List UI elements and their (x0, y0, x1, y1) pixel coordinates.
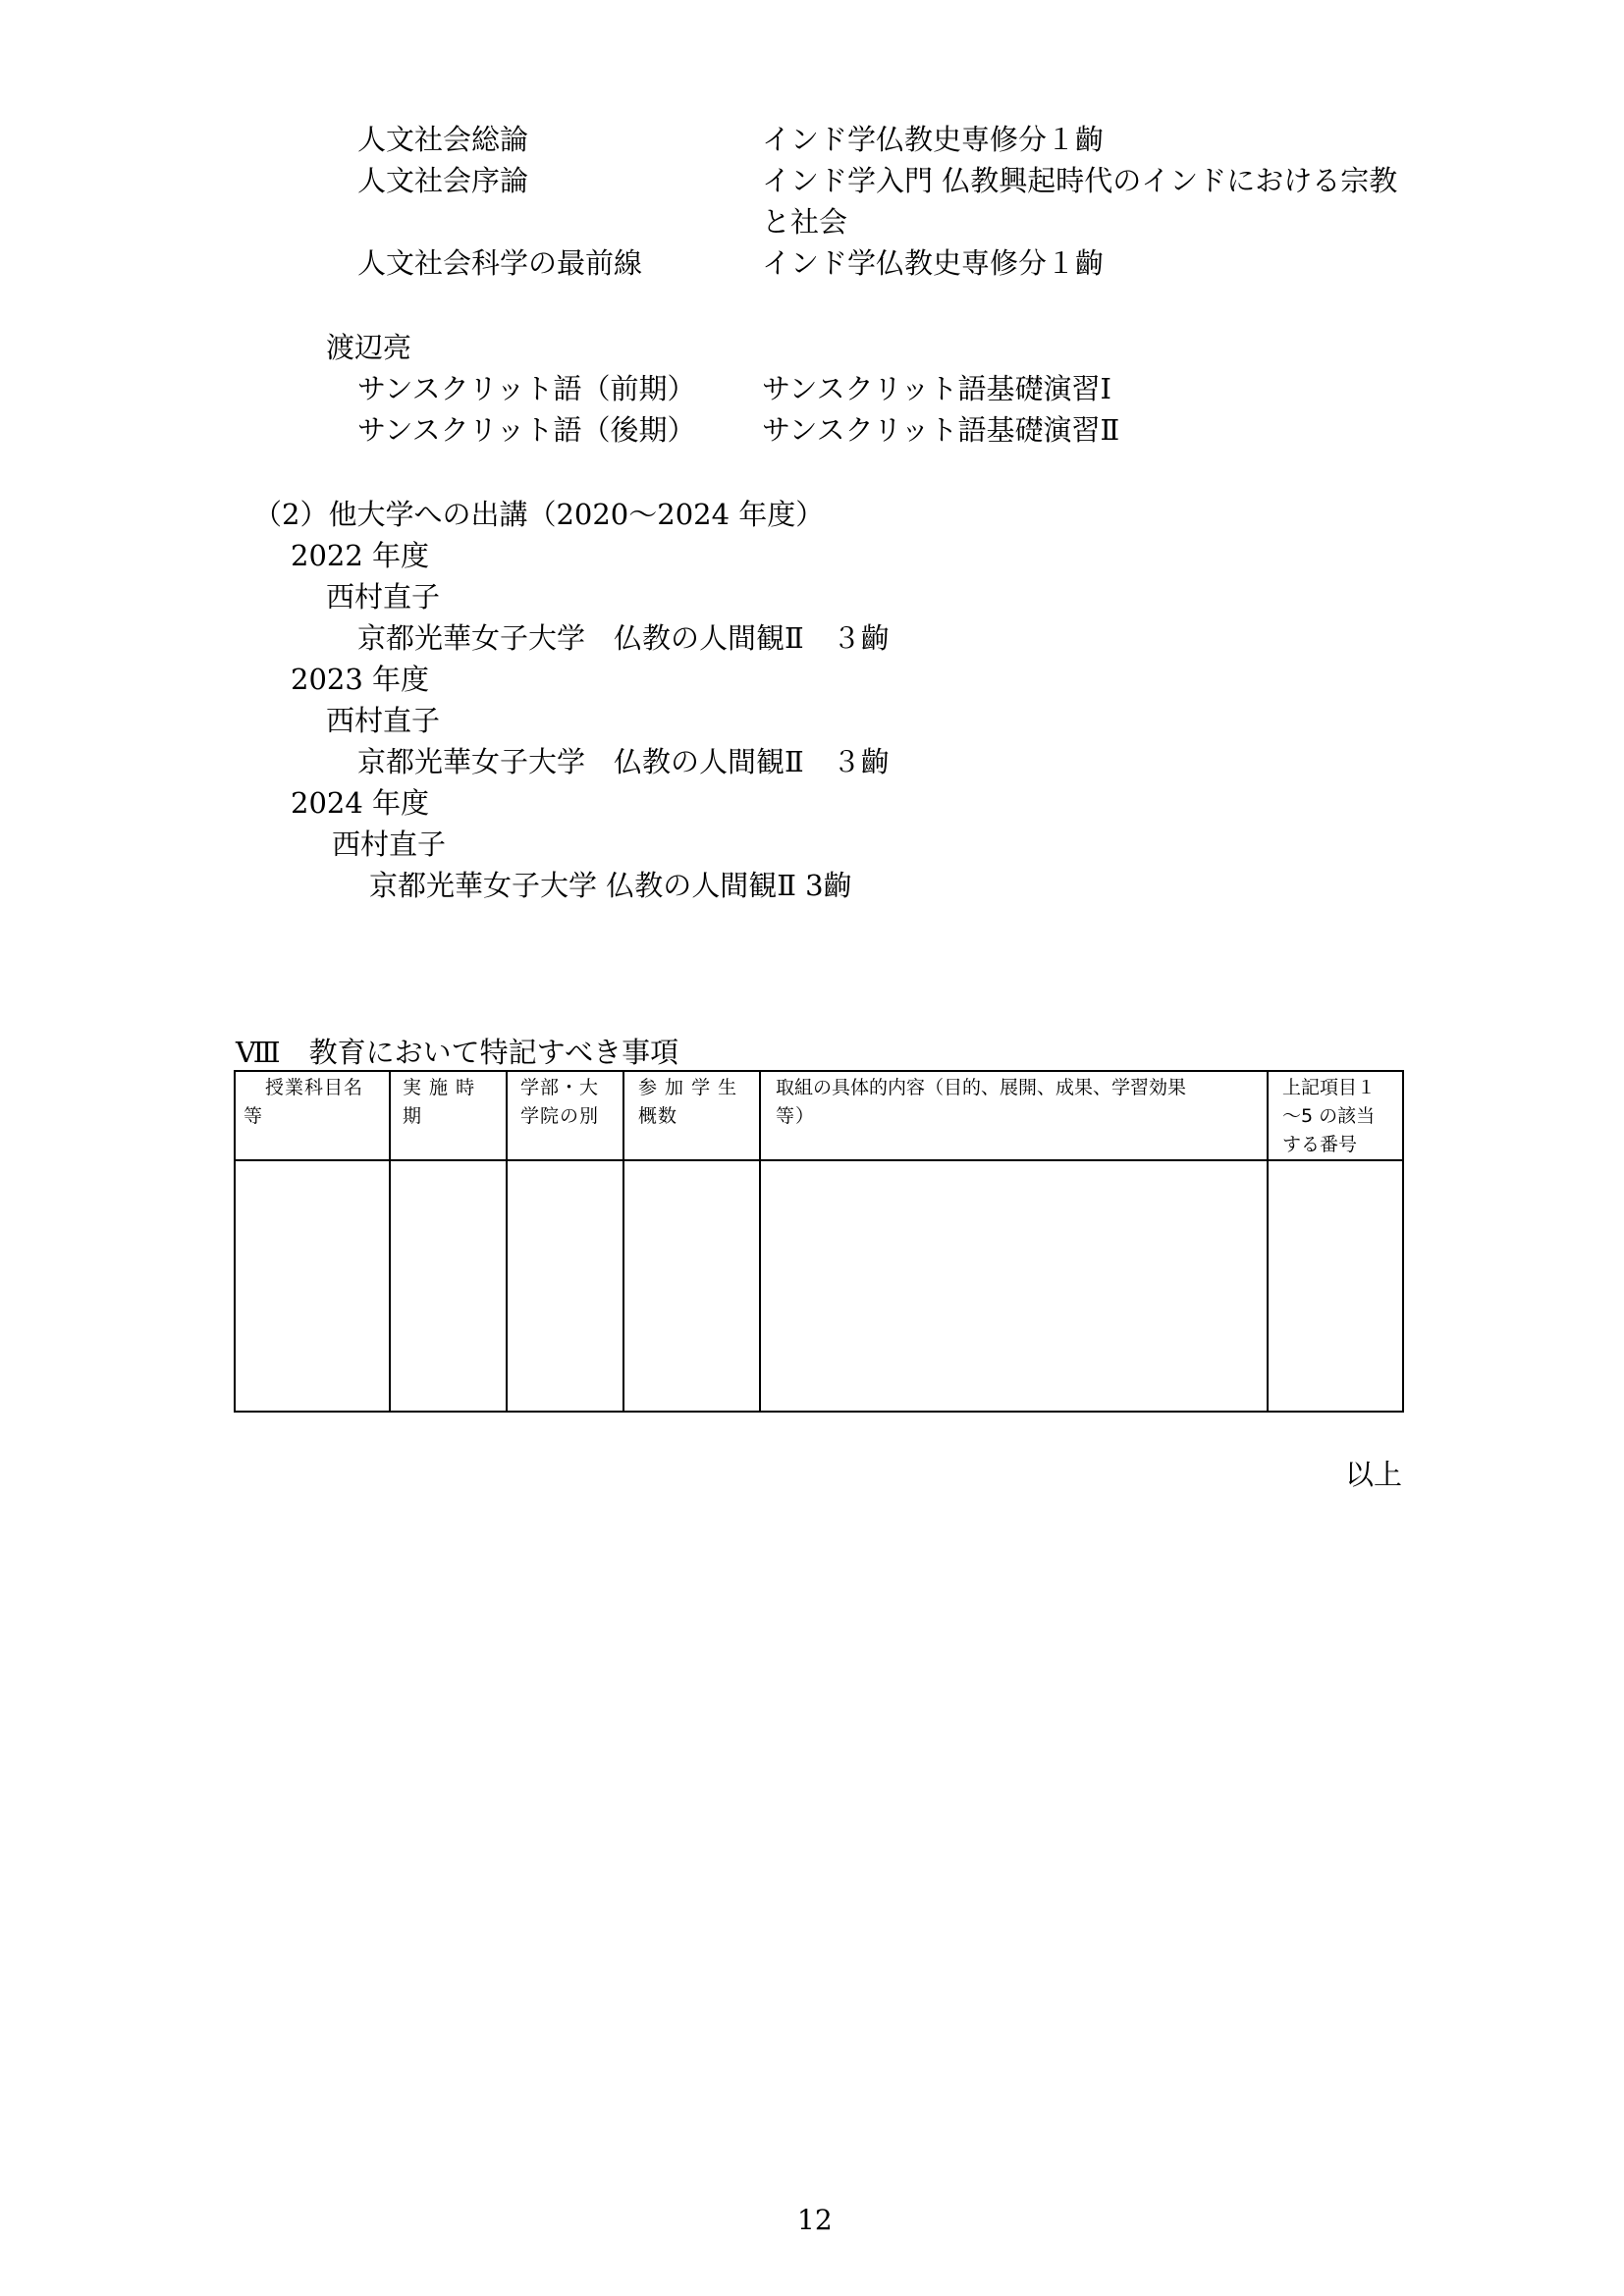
year-2023-detail: 京都光華女子大学 仏教の人間観Ⅱ ３齣 (357, 745, 890, 778)
table-col-divider (1267, 1070, 1269, 1413)
header-period: 実 施 時 期 (403, 1077, 476, 1127)
course-topic-1: インド学仏教史専修分１齣 (762, 123, 1105, 156)
course-topic-2: インド学入門 仏教興起時代のインドにおける宗教 (762, 164, 1398, 197)
section8-heading: Ⅷ 教育において特記すべき事項 (236, 1036, 679, 1069)
watanabe-course-2: サンスクリット語（後期） (357, 413, 696, 447)
header-item-number: 上記項目１ ～5 の該当 する番号 (1282, 1077, 1377, 1155)
year-2024-name: 西村直子 (332, 828, 447, 861)
year-2022: 2022 年度 (291, 539, 430, 572)
year-2023: 2023 年度 (291, 663, 430, 696)
table-col-divider (623, 1070, 624, 1413)
table-col-divider (389, 1070, 391, 1413)
year-2024-detail: 京都光華女子大学 仏教の人間観Ⅱ 3齣 (369, 869, 852, 902)
course-name-1: 人文社会総論 (357, 123, 529, 156)
table-col-divider (759, 1070, 761, 1413)
closing-text: 以上 (1345, 1458, 1403, 1491)
course-name-3: 人文社会科学の最前線 (357, 246, 643, 280)
page-number: 12 (797, 2204, 833, 2236)
watanabe-course-1: サンスクリット語（前期） (357, 372, 696, 405)
header-course-name: 授業科目名 等 (244, 1077, 364, 1127)
course-topic-2-cont: と社会 (762, 205, 848, 239)
header-content: 取組の具体的内容（目的、展開、成果、学習効果 等） (776, 1077, 1187, 1127)
watanabe-topic-1: サンスクリット語基礎演習Ⅰ (762, 372, 1111, 405)
table-border-right (1402, 1070, 1404, 1413)
watanabe-topic-2: サンスクリット語基礎演習Ⅱ (762, 413, 1120, 447)
year-2022-name: 西村直子 (326, 580, 441, 614)
section2-heading: （2）他大学への出講（2020～2024 年度） (253, 498, 825, 531)
instructor-name: 渡辺亮 (326, 331, 412, 364)
course-topic-3: インド学仏教史専修分１齣 (762, 246, 1105, 280)
table-border-top (234, 1070, 1404, 1072)
year-2024: 2024 年度 (291, 786, 430, 820)
table-col-divider (506, 1070, 508, 1413)
year-2023-name: 西村直子 (326, 704, 441, 737)
year-2022-detail: 京都光華女子大学 仏教の人間観Ⅱ ３齣 (357, 621, 890, 655)
header-participants: 参 加 学 生 概数 (638, 1077, 738, 1127)
table-header-divider (234, 1159, 1404, 1161)
table-border-bottom (234, 1411, 1404, 1413)
table-border-left (234, 1070, 236, 1413)
course-name-2: 人文社会序論 (357, 164, 529, 197)
header-faculty: 学部・大 学院の別 (520, 1077, 600, 1127)
